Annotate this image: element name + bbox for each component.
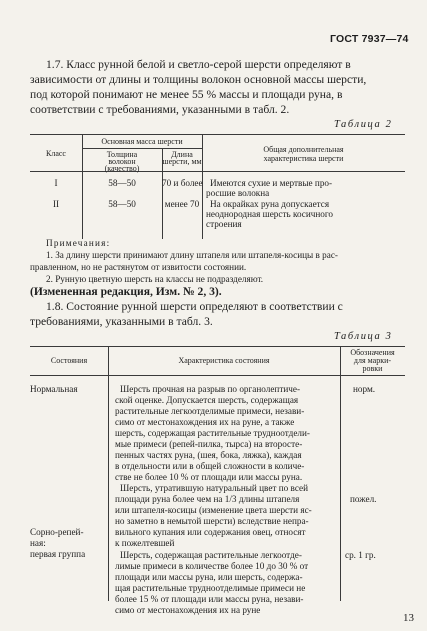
- mark-group-1: ср. 1 гр.: [345, 550, 376, 560]
- page-header: ГОСТ 7937—74: [330, 33, 409, 45]
- col-header-mark-2: для марки-: [353, 356, 392, 365]
- table-cell: неоднородная шерсть косичного: [206, 209, 334, 219]
- col-header-group: Основная масса шерсти: [101, 137, 183, 146]
- col-header-length-1: Длина: [171, 150, 193, 159]
- char-line: Шерсть прочная на разрыв по органолептиче-: [120, 384, 301, 394]
- col-header-thickness-2: волокон: [108, 157, 136, 166]
- text-line: под которой понимают не менее 55 % массы и площади руна, в: [30, 88, 343, 101]
- char-line: симо от местонахождения их на руне, а также: [115, 417, 295, 427]
- table-2-caption: Таблица 2: [334, 119, 393, 130]
- table-cell: менее 70: [164, 199, 200, 209]
- char-line: пенных частях руна, (шея, бока, ляжка), каждая: [115, 450, 302, 460]
- revision-note: (Измененная редакция, Изм. № 2, 3).: [30, 285, 222, 298]
- mark-norm: норм.: [353, 384, 376, 394]
- table-rule: [30, 346, 405, 347]
- note-line: 2. Рунную цветную шерсть на классы не подразделяют.: [46, 274, 264, 284]
- notes-title: Примечания:: [46, 238, 111, 248]
- page-number: 13: [403, 612, 414, 624]
- char-line: лимые примеси в количестве более 10 до 30 % от: [115, 561, 309, 571]
- state-normal: Нормальная: [30, 384, 78, 394]
- char-line: Шерсть, содержащая растительные легкоотде-: [120, 550, 302, 560]
- table-rule: [340, 346, 341, 601]
- text-line: соответствии с требованиями, указанными в табл. 2.: [30, 103, 290, 116]
- char-line: площади руна более чем на 1/3 длины штапеля: [115, 494, 300, 504]
- char-line: ской оценке. Допускается шерсть, содержащая: [115, 395, 299, 405]
- col-header-thickness-3: (качество): [104, 164, 140, 173]
- table-cell: 58—50: [108, 178, 136, 188]
- char-line: щая растительные трудноотделимые примеси не: [115, 583, 306, 593]
- table-cell: На окрайках руна допускается: [210, 199, 330, 209]
- col-header-length-2: шерсти, мм: [162, 157, 202, 166]
- text-line: 1.8. Состояние рунной шерсти определяют в соответствии с: [46, 300, 343, 313]
- table-cell: II: [52, 199, 60, 209]
- char-line: площади или массы руна, или шерсть, содержа-: [115, 572, 303, 582]
- char-line: растительные легкоотделимые примеси, незави-: [115, 406, 305, 416]
- table-cell: строения: [206, 219, 242, 229]
- table-cell: 70 и более: [162, 178, 203, 188]
- table-cell: Имеются сухие и мертвые про-: [210, 178, 333, 188]
- char-line: более 15 % от площади или массы руна, незави-: [115, 594, 304, 604]
- table-rule: [108, 346, 109, 601]
- char-line: стве не более 10 % от площади или массы руна.: [115, 472, 303, 482]
- char-line: но заметно в немытой шерсти) вследствие непра-: [115, 516, 309, 526]
- char-line: к пожелтевшей: [115, 538, 175, 548]
- col-header-char-1: Общая дополнительная: [263, 145, 344, 154]
- state-burry-2: ная:: [30, 538, 46, 548]
- table-cell: росшие волокна: [206, 188, 270, 198]
- char-line: или штапеля-косицы (изменение цвета шерсти яс-: [115, 505, 312, 515]
- text-line: 1.7. Класс рунной белой и светло-серой шерсти определяют в: [46, 58, 351, 71]
- col-header-char: Характеристика состояния: [178, 356, 270, 365]
- note-line: правленном, но не растянутом от извитости состоянии.: [30, 262, 247, 272]
- table-cell: 58—50: [108, 199, 136, 209]
- state-burry-1: Сорно-репей-: [30, 527, 84, 537]
- table-rule: [30, 375, 405, 376]
- mark-yellowed: пожел.: [350, 494, 377, 504]
- text-line: требованиями, указанными в табл. 3.: [30, 315, 213, 328]
- text-line: зависимости от длины и толщины волокон основной массы шерсти,: [30, 73, 367, 86]
- char-line: симо от местонахождения их на руне: [115, 605, 261, 615]
- char-line: Шерсть, утратившую натуральный цвет по всей: [120, 483, 309, 493]
- char-line: в отдельности или в общей сложности в количе-: [115, 461, 305, 471]
- col-header-mark-1: Обозначения: [350, 348, 395, 357]
- col-header-class: Класс: [46, 149, 66, 158]
- table-cell: I: [54, 178, 58, 188]
- col-header-mark-3: ровки: [362, 364, 383, 373]
- col-header-state: Состояния: [50, 356, 88, 365]
- char-line: шерсть, содержащая растительные трудноотдели-: [115, 428, 310, 438]
- table-rule: [30, 134, 405, 135]
- note-line: 1. За длину шерсти принимают длину штапеля или штапеля-косицы в рас-: [46, 250, 338, 260]
- char-line: мые примеси (репей-пилка, тырса) на второсте-: [115, 439, 303, 449]
- table-rule: [82, 148, 202, 149]
- char-line: вильного купания или содержания овец, относят: [115, 527, 306, 537]
- state-burry-3: первая группа: [30, 549, 86, 559]
- table-3-caption: Таблица 3: [334, 331, 393, 342]
- col-header-char-2: характеристика шерсти: [263, 154, 344, 163]
- col-header-thickness-1: Толщина: [106, 150, 138, 159]
